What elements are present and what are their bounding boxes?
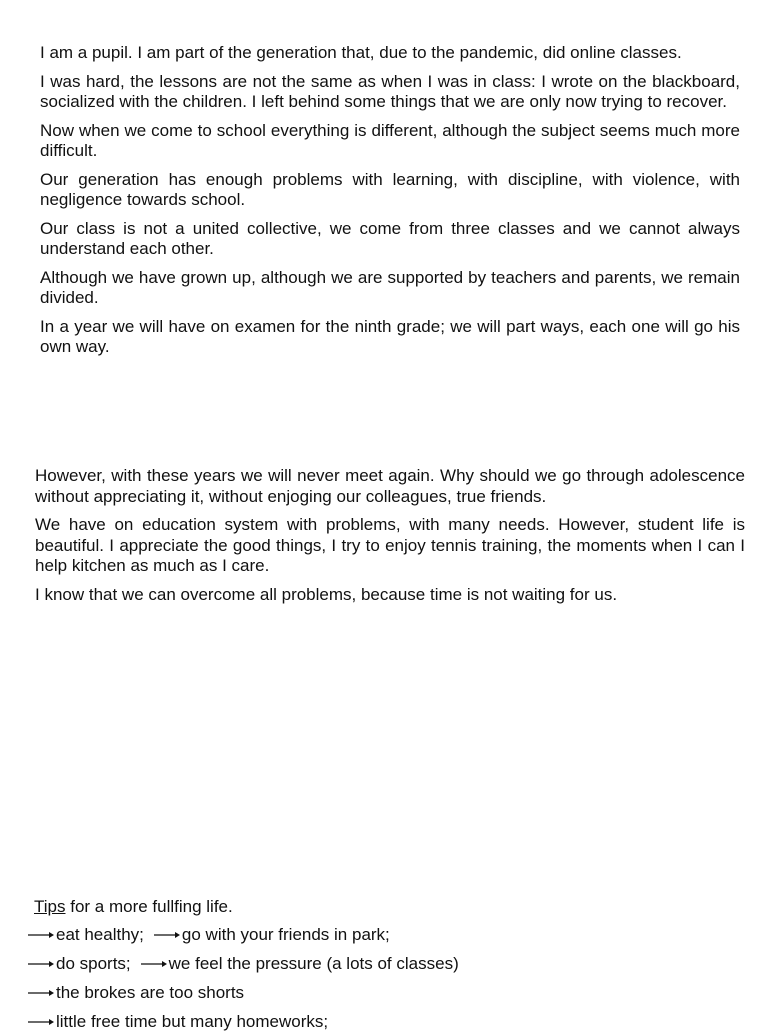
tip-item: go with your friends in park; — [181, 925, 390, 944]
tip-item: do sports; — [56, 954, 131, 973]
paragraph: In a year we will have on examen for the ninth grade; we will part ways, each one will go his own way. — [40, 316, 740, 356]
paragraph: I am a pupil. I am part of the generation that, due to the pandemic, did online classes. — [40, 43, 682, 62]
arrow-right-icon — [141, 959, 167, 969]
paragraph: Our class is not a united collective, we come from three classes and we cannot always understand each other. — [40, 218, 740, 258]
paragraph: I was hard, the lessons are not the same as when I was in class: I wrote on the blackboard, socialized with the children. I left behind some things that we are only now trying to recover. — [40, 71, 740, 111]
arrow-right-icon — [28, 930, 54, 940]
tip-line — [28, 954, 459, 974]
tips-title-underlined: Tips — [34, 897, 66, 916]
essay-middle-section — [35, 466, 745, 613]
tip-line — [28, 925, 390, 945]
tip-item: the brokes are too shorts — [56, 983, 245, 1002]
arrow-right-icon — [154, 930, 180, 940]
tips-title — [34, 897, 233, 917]
paragraph: Now when we come to school everything is different, although the subject seems much more difficult. — [40, 120, 740, 160]
tips-title-rest: for a more fullfing life. — [65, 897, 233, 916]
paragraph: Our generation has enough problems with learning, with discipline, with violence, with negligence towards school. — [40, 169, 740, 209]
tip-item: we feel the pressure (a lots of classes) — [168, 954, 459, 973]
paragraph: However, with these years we will never meet again. Why should we go through adolescence without appreciating it, without enjoging our colleagues, true friends. — [35, 466, 745, 506]
tip-item: little free time but many homeworks; — [56, 1012, 329, 1031]
tip-line — [28, 1012, 328, 1032]
tip-item: eat healthy; — [56, 925, 144, 944]
paragraph: Although we have grown up, although we are supported by teachers and parents, we remain divided. — [40, 267, 740, 307]
arrow-right-icon — [28, 1017, 54, 1027]
paragraph: We have on education system with problems, with many needs. However, student life is beautiful. I appreciate the good things, I try to enjoy tennis training, the moments when I can I help kitchen as much as I care. — [35, 515, 745, 575]
arrow-right-icon — [28, 959, 54, 969]
arrow-right-icon — [28, 988, 54, 998]
tip-line — [28, 983, 244, 1003]
essay-top-section — [40, 43, 740, 366]
paragraph: I know that we can overcome all problems, because time is not waiting for us. — [35, 584, 618, 604]
